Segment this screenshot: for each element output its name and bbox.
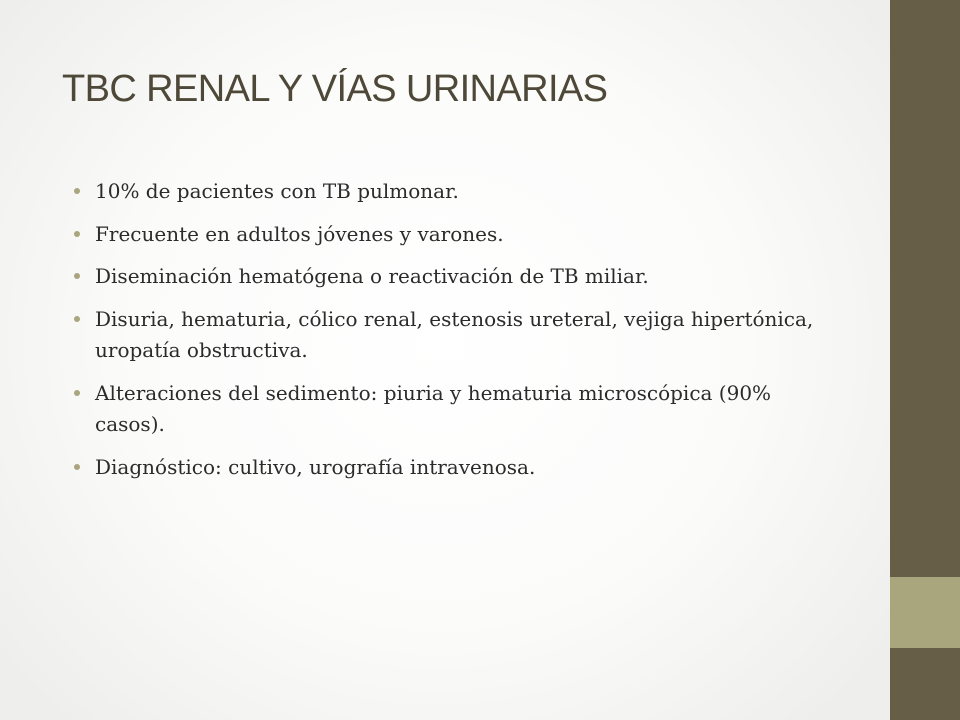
bullet-text: Disuria, hematuria, cólico renal, estenosis ureteral, vejiga hipertónica, uropatía obstructiva. [95,306,814,362]
sidebar-accent-band [890,577,960,648]
bullet-item [72,304,832,367]
bullet-dot-icon [74,316,80,322]
bullet-dot-icon [74,464,80,470]
bullet-text: Frecuente en adultos jóvenes y varones. [95,221,504,246]
bullet-dot-icon [74,188,80,194]
bullet-item [72,176,832,208]
bullet-item [72,378,832,441]
bullet-dot-icon [74,390,80,396]
slide-title: TBC RENAL Y VÍAS URINARIAS [62,68,608,110]
bullet-item [72,261,832,293]
bullet-dot-icon [74,231,80,237]
bullet-text: Diagnóstico: cultivo, urografía intravenosa. [95,454,536,479]
bullet-item [72,452,832,484]
bullet-dot-icon [74,273,80,279]
bullet-list [72,176,832,483]
bullet-text: Alteraciones del sedimento: piuria y hematuria microscópica (90% casos). [95,380,772,436]
bullet-item [72,219,832,251]
bullet-text: Diseminación hematógena o reactivación de TB miliar. [95,264,649,288]
bullet-text: 10% de pacientes con TB pulmonar. [95,179,459,203]
